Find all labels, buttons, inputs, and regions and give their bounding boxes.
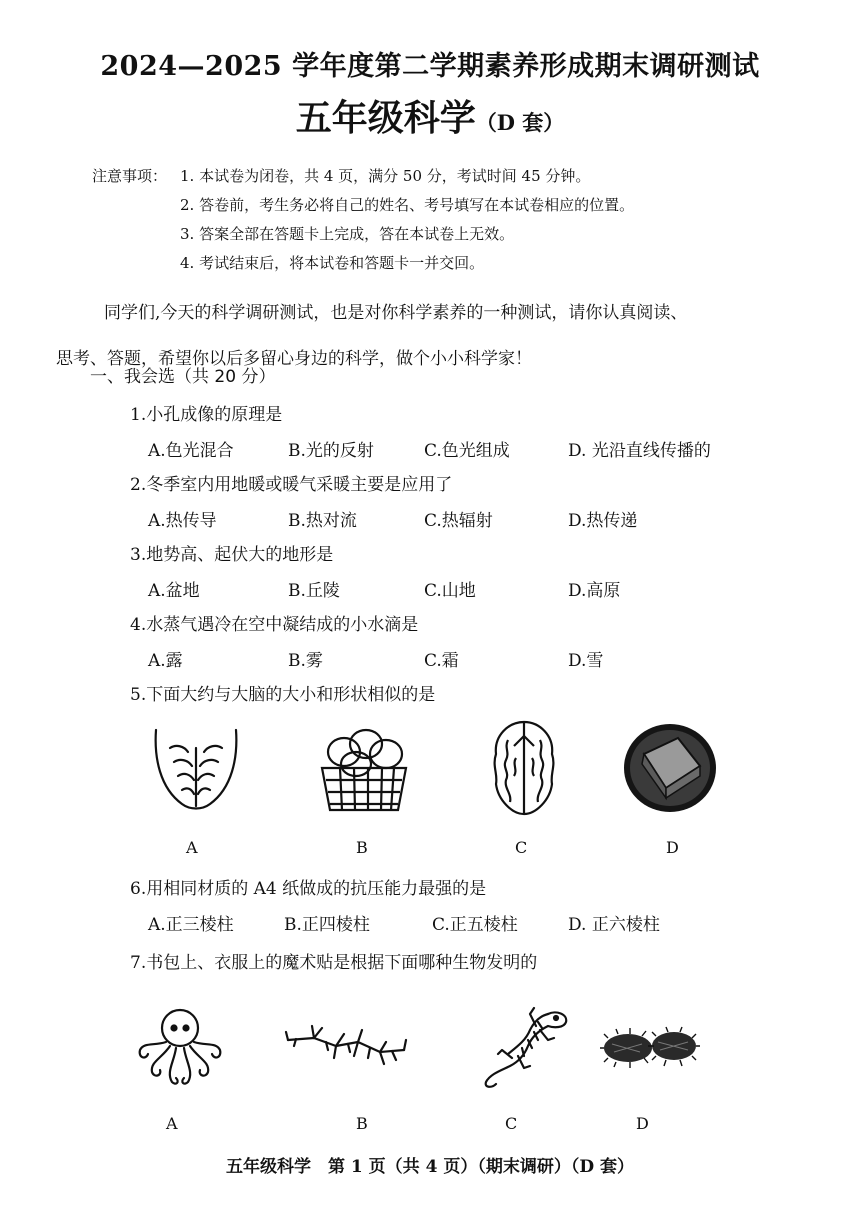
option-d: D. 正六棱柱 xyxy=(568,915,660,935)
question-7: 7.书包上、衣服上的魔术贴是根据下面哪种生物发明的 xyxy=(130,953,538,973)
note-row xyxy=(92,162,634,191)
note-item: 4. 考试结束后，将本试卷和答题卡一并交回。 xyxy=(180,254,485,272)
option-b: B.光的反射 xyxy=(288,441,374,461)
picture-label: A xyxy=(186,838,198,857)
page-footer: 五年级科学 第 1 页（共 4 页）（期末调研）（D 套） xyxy=(226,1157,634,1177)
question-4: 4.水蒸气遇冷在空中凝结成的小水滴是 xyxy=(130,615,419,635)
option-b: B.热对流 xyxy=(288,511,357,531)
picture-label: B xyxy=(356,838,368,857)
note-item: 2. 答卷前，考生务必将自己的姓名、考号填写在本试卷相应的位置。 xyxy=(180,196,635,214)
gecko-icon xyxy=(478,996,574,1092)
set-label: （D 套） xyxy=(475,110,565,135)
exam-title: 2024—2025 学年度第二学期素养形成期末调研测试 xyxy=(100,51,760,82)
picture-label: C xyxy=(515,838,528,857)
option-c: C.正五棱柱 xyxy=(432,915,518,935)
option-d: D.雪 xyxy=(568,651,604,671)
subject-name: 五年级科学 xyxy=(295,97,476,139)
option-b: B.丘陵 xyxy=(288,581,340,601)
question-3: 3.地势高、起伏大的地形是 xyxy=(130,545,334,565)
note-row xyxy=(180,249,634,278)
question-5: 5.下面大约与大脑的大小和形状相似的是 xyxy=(130,685,436,705)
option-a: A.色光混合 xyxy=(148,441,234,461)
option-c: C.热辐射 xyxy=(424,511,493,531)
notes-block xyxy=(92,162,634,278)
section-heading: 一、我会选（共 20 分） xyxy=(90,367,276,387)
thorny-branch-icon xyxy=(284,1018,408,1074)
burdock-burr-icon xyxy=(600,1026,700,1070)
note-row xyxy=(180,191,634,220)
option-a: A.露 xyxy=(148,651,183,671)
option-a: A.热传导 xyxy=(148,511,217,531)
note-row xyxy=(180,220,634,249)
picture-label: D xyxy=(666,838,679,857)
option-d: D. 光沿直线传播的 xyxy=(568,441,711,461)
question-6: 6.用相同材质的 A4 纸做成的抗压能力最强的是 xyxy=(130,879,487,899)
option-c: C.山地 xyxy=(424,581,476,601)
clasped-fists-icon xyxy=(148,718,244,818)
note-item: 1. 本试卷为闭卷，共 4 页，满分 50 分，考试时间 45 分钟。 xyxy=(180,167,591,185)
option-a: A.正三棱柱 xyxy=(148,915,234,935)
note-item: 3. 答案全部在答题卡上完成，答在本试卷上无效。 xyxy=(180,225,515,243)
question-2: 2.冬季室内用地暖或暖气采暖主要是应用了 xyxy=(130,475,453,495)
walnut-icon xyxy=(488,718,560,818)
subject-title xyxy=(0,90,860,141)
question-1: 1.小孔成像的原理是 xyxy=(130,405,283,425)
option-d: D.高原 xyxy=(568,581,621,601)
intro-line: 思考、答题，希望你以后多留心身边的科学，做个小小科学家！ xyxy=(56,349,532,369)
option-a: A.盆地 xyxy=(148,581,200,601)
picture-label: D xyxy=(636,1114,649,1133)
option-d: D.热传递 xyxy=(568,511,638,531)
picture-label: C xyxy=(505,1114,518,1133)
option-c: C.色光组成 xyxy=(424,441,510,461)
octopus-icon xyxy=(134,1006,226,1090)
tofu-on-plate-icon xyxy=(620,720,720,816)
intro-line: 同学们,今天的科学调研测试，也是对你科学素养的一种测试，请你认真阅读、 xyxy=(104,303,688,323)
option-b: B.正四棱柱 xyxy=(284,915,370,935)
notes-label: 注意事项： xyxy=(92,167,168,185)
option-c: C.霜 xyxy=(424,651,459,671)
picture-label: B xyxy=(356,1114,368,1133)
option-b: B.雾 xyxy=(288,651,323,671)
basket-of-buns-icon xyxy=(316,722,412,814)
picture-label: A xyxy=(166,1114,178,1133)
